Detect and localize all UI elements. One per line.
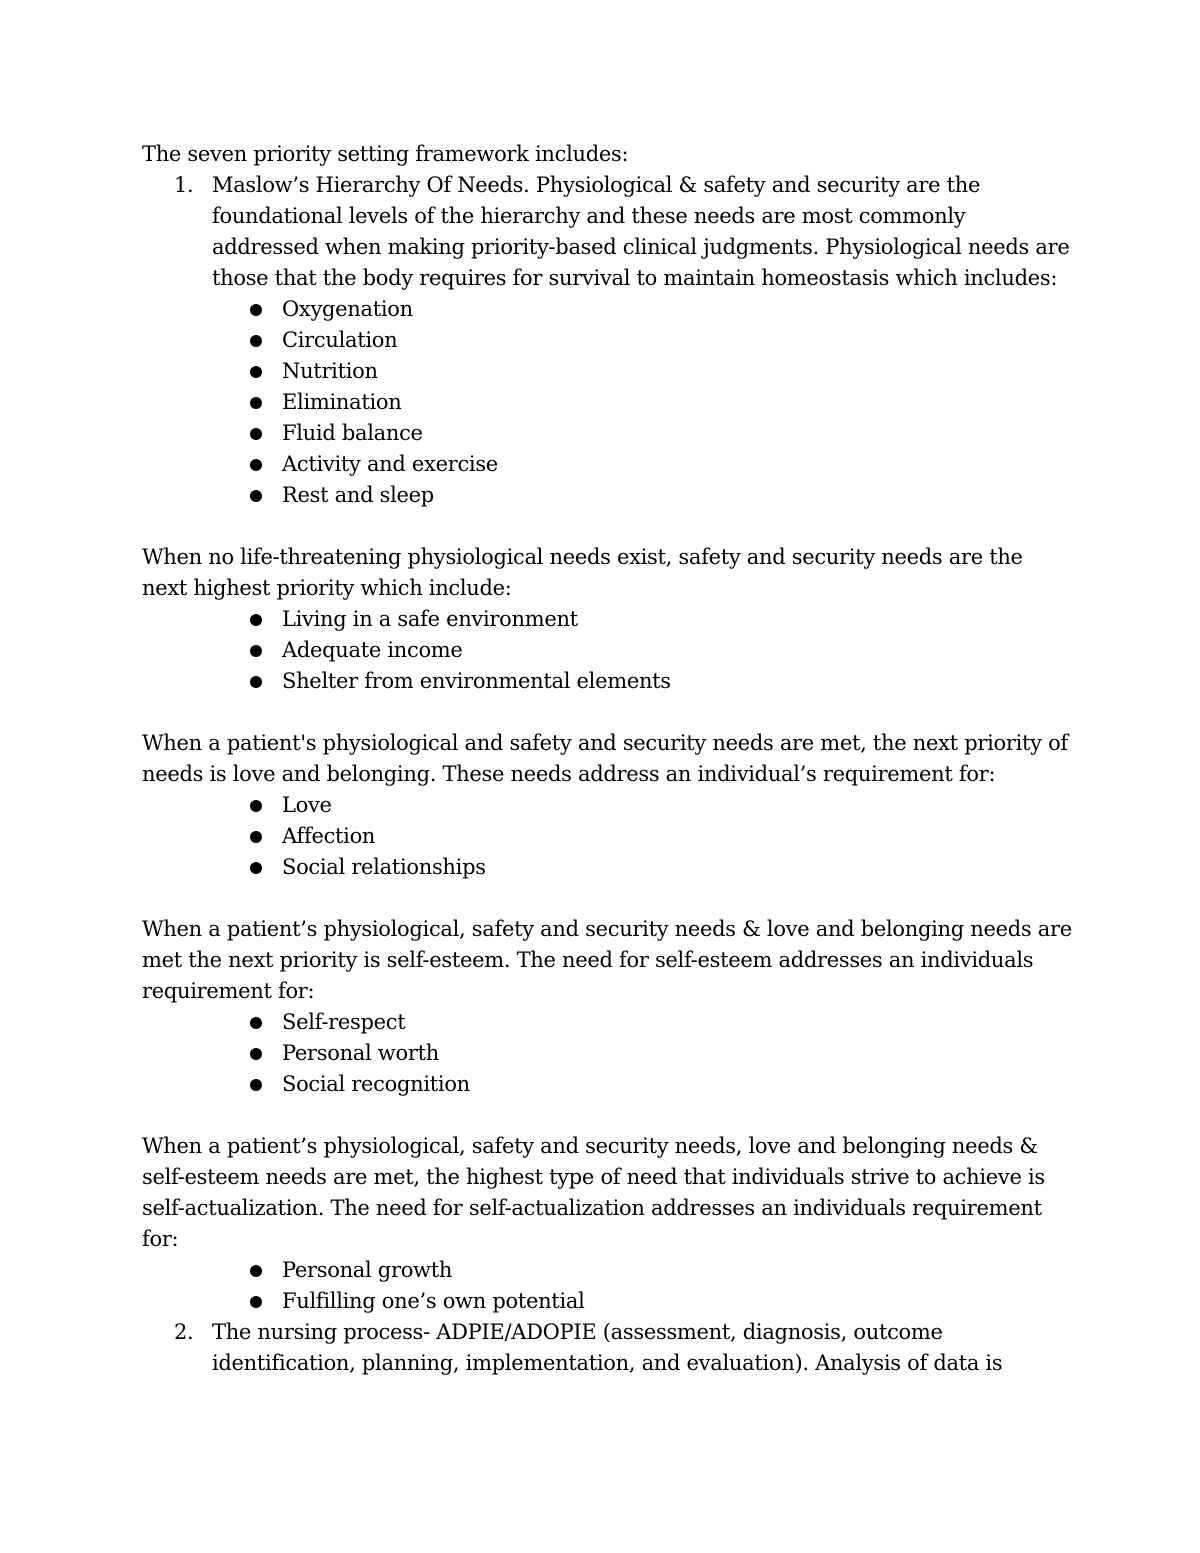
physiological-needs-list: [212, 294, 1072, 511]
safety-needs-list: [142, 604, 1072, 697]
document-body: [142, 139, 1072, 1379]
list-number: 2.: [174, 1320, 194, 1344]
bullet-icon: [250, 676, 262, 688]
actualization-paragraph: When a patient’s physiological, safety and security needs, love and belonging needs & self-esteem needs are met, the highest type of need that individuals strive to achieve is self-actualization. The need for self-actualization addresses an individuals requirement for:: [142, 1134, 1045, 1251]
bullet-icon: [250, 1079, 262, 1091]
list-item: Fulfilling one’s own potential: [142, 1286, 1072, 1317]
list-item: Personal worth: [142, 1038, 1072, 1069]
list-item-nursing-process: [142, 1317, 1072, 1379]
list-item: Love: [142, 790, 1072, 821]
bullet-icon: [250, 862, 262, 874]
intro-paragraph: The seven priority setting framework includes:: [142, 142, 629, 166]
paragraph-gap: [142, 883, 1072, 914]
safety-paragraph: When no life-threatening physiological needs exist, safety and security needs are the next highest priority which include:: [142, 545, 1023, 600]
list-item: Social recognition: [142, 1069, 1072, 1100]
bullet-icon: [250, 831, 262, 843]
list-item: Adequate income: [142, 635, 1072, 666]
list-item: Shelter from environmental elements: [142, 666, 1072, 697]
list-item: Social relationships: [142, 852, 1072, 883]
maslow-text: Maslow’s Hierarchy Of Needs. Physiological & safety and security are the foundational levels of the hierarchy and these needs are most commonly addressed when making priority-based clinical judgments. Physiological needs are those that the body requires for survival to maintain homeostasis which includes:: [212, 173, 1070, 290]
bullet-icon: [250, 1296, 262, 1308]
bullet-icon: [250, 645, 262, 657]
framework-list: [142, 170, 1072, 511]
bullet-icon: [250, 1048, 262, 1060]
list-item: Oxygenation: [212, 294, 1072, 325]
love-paragraph: When a patient's physiological and safety and security needs are met, the next priority of needs is love and belonging. These needs address an individual’s requirement for:: [142, 731, 1068, 786]
bullet-icon: [250, 614, 262, 626]
list-item: Nutrition: [212, 356, 1072, 387]
list-item: Rest and sleep: [212, 480, 1072, 511]
list-item: Fluid balance: [212, 418, 1072, 449]
bullet-icon: [250, 800, 262, 812]
list-number: 1.: [174, 173, 194, 197]
bullet-icon: [250, 1017, 262, 1029]
bullet-icon: [250, 397, 262, 409]
bullet-icon: [250, 459, 262, 471]
love-needs-list: [142, 790, 1072, 883]
list-item: Activity and exercise: [212, 449, 1072, 480]
list-item: Living in a safe environment: [142, 604, 1072, 635]
bullet-icon: [250, 1265, 262, 1277]
bullet-icon: [250, 304, 262, 316]
framework-list-continued: [142, 1317, 1072, 1379]
nursing-process-text: The nursing process- ADPIE/ADOPIE (assessment, diagnosis, outcome identification, planning, implementation, and evaluation). Analysis of data is: [212, 1320, 1003, 1375]
bullet-icon: [250, 428, 262, 440]
esteem-needs-list: [142, 1007, 1072, 1100]
bullet-icon: [250, 366, 262, 378]
paragraph-gap: [142, 697, 1072, 728]
paragraph-gap: [142, 1100, 1072, 1131]
bullet-icon: [250, 335, 262, 347]
list-item: Elimination: [212, 387, 1072, 418]
paragraph-gap: [142, 511, 1072, 542]
bullet-icon: [250, 490, 262, 502]
list-item: Circulation: [212, 325, 1072, 356]
list-item: Affection: [142, 821, 1072, 852]
actualization-needs-list: [142, 1255, 1072, 1317]
list-item-maslow: [142, 170, 1072, 511]
list-item: Personal growth: [142, 1255, 1072, 1286]
esteem-paragraph: When a patient’s physiological, safety and security needs & love and belonging needs are met the next priority is self-esteem. The need for self-esteem addresses an individuals requirement for:: [142, 917, 1072, 1003]
list-item: Self-respect: [142, 1007, 1072, 1038]
